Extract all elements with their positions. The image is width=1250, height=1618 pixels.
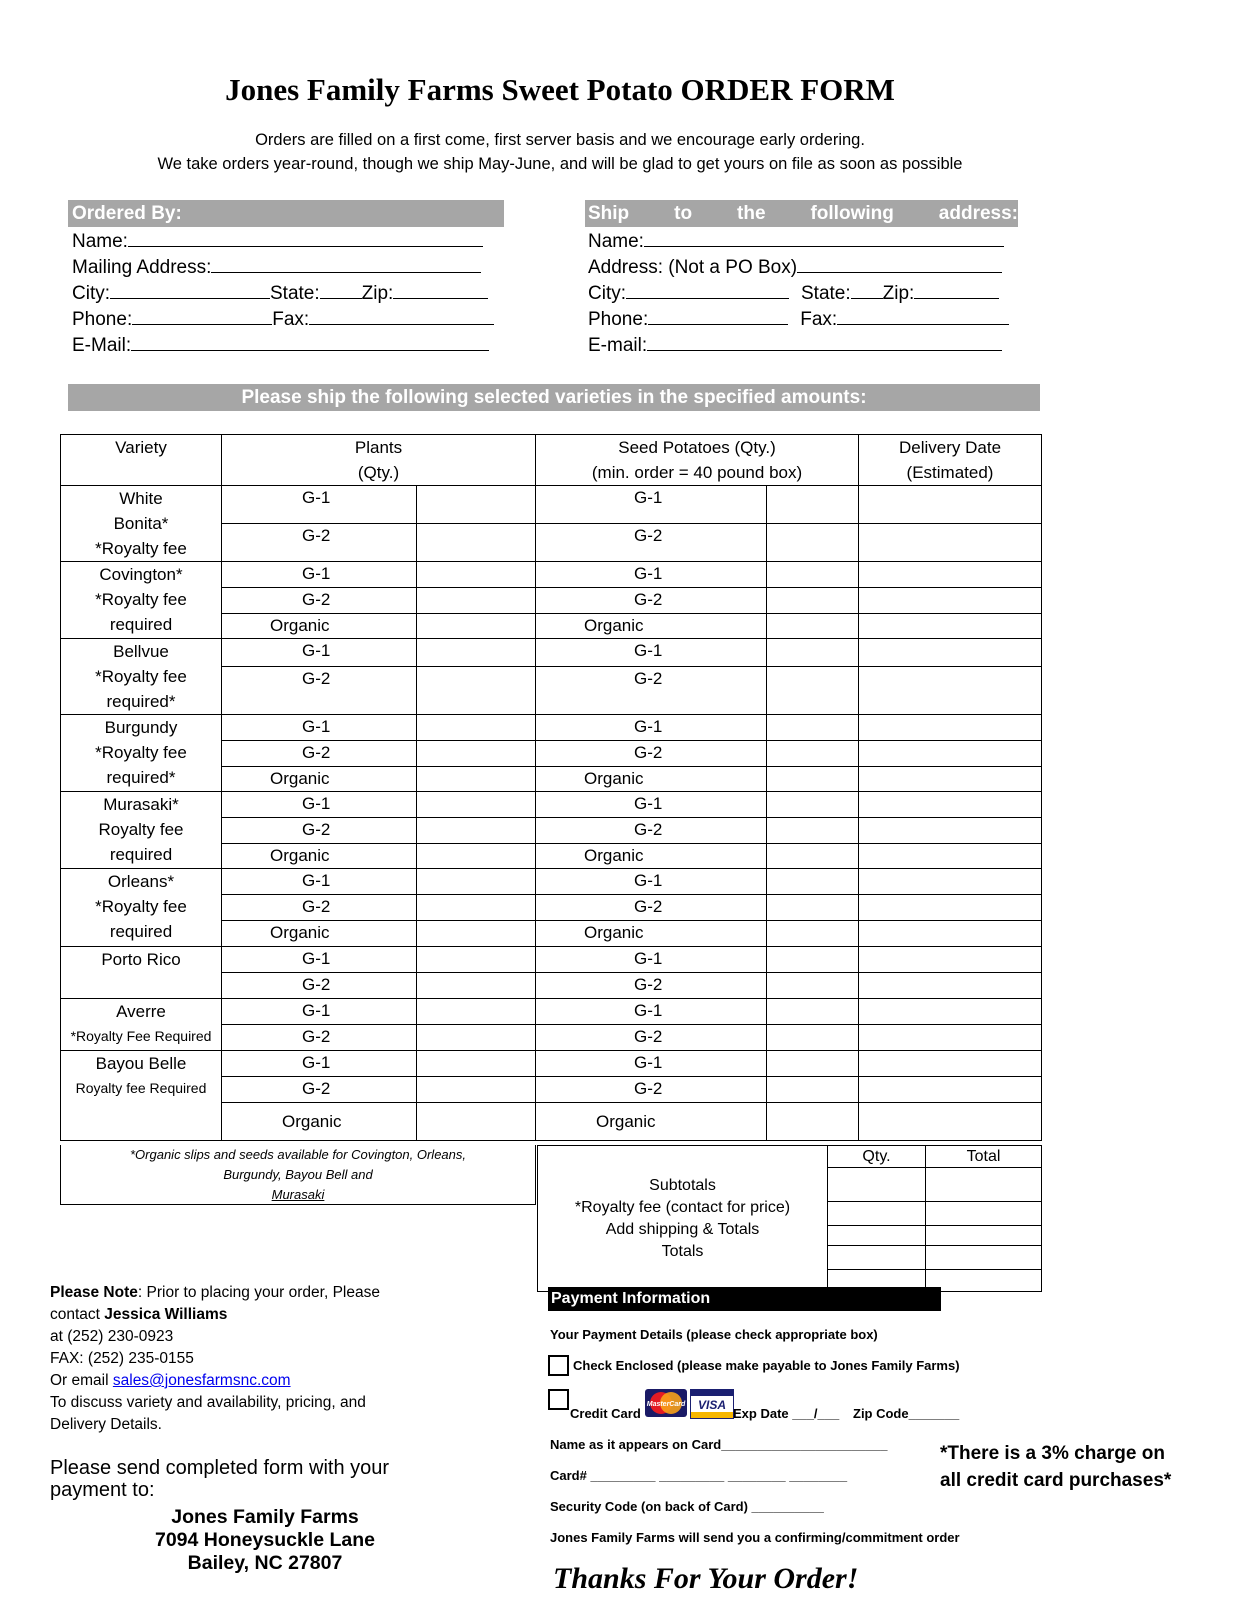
table-row (61, 715, 1042, 741)
plants-grade-label: G-1 (222, 715, 417, 741)
variety-line: Averre (116, 1002, 166, 1021)
delivery-date-cell[interactable] (859, 741, 1042, 767)
plants-grade-label: G-1 (222, 486, 417, 524)
ship-zip-label: Zip: (882, 283, 915, 304)
variety-cell-bellvue (61, 639, 222, 715)
plants-grade-label: G-2 (222, 667, 417, 715)
plants-grade-label: G-2 (222, 588, 417, 614)
plants-qty-cell[interactable] (417, 792, 536, 818)
plants-grade-label: Organic (222, 767, 417, 792)
surcharge-note: *There is a 3% charge on all credit card purchases* (940, 1443, 1172, 1491)
variety-cell-burgundy (61, 715, 222, 792)
seed-qty-cell[interactable] (767, 1077, 859, 1103)
delivery-date-cell[interactable] (859, 1103, 1042, 1141)
variety-line: Covington* (99, 565, 183, 584)
plants-qty-cell[interactable] (417, 973, 536, 999)
variety-line: *Royalty fee (95, 590, 187, 609)
variety-line: required (109, 922, 173, 941)
discuss-line-1: To discuss variety and availability, pricing, and (50, 1394, 366, 1411)
variety-line: *Royalty Fee Required (70, 1028, 212, 1044)
delivery-date-cell[interactable] (859, 667, 1042, 715)
shipping-qty-cell[interactable] (828, 1226, 926, 1246)
seed-qty-cell[interactable] (767, 767, 859, 792)
seed-qty-cell[interactable] (767, 973, 859, 999)
seed-qty-cell[interactable] (767, 562, 859, 588)
seed-qty-cell[interactable] (767, 792, 859, 818)
plants-qty-cell[interactable] (417, 715, 536, 741)
ship-state-label: State: (801, 283, 851, 304)
table-row (61, 486, 1042, 524)
variety-line: Bonita* (113, 514, 169, 533)
note-label: Please Note (50, 1284, 138, 1301)
seed-qty-cell[interactable] (767, 869, 859, 895)
organic-footnote-box (60, 1145, 536, 1205)
seed-grade-label: G-1 (536, 715, 767, 741)
email-field[interactable] (131, 332, 489, 351)
totals-label: Totals (661, 1242, 704, 1260)
plants-grade-label: G-2 (222, 1077, 417, 1103)
variety-cell-covington (61, 562, 222, 639)
fax-label: Fax: (272, 309, 310, 330)
seed-qty-cell[interactable] (767, 667, 859, 715)
table-row (61, 792, 1042, 818)
totals-table (537, 1145, 1042, 1292)
subtotal-total-cell[interactable] (926, 1168, 1042, 1202)
variety-cell-orleans (61, 869, 222, 947)
seed-qty-cell[interactable] (767, 639, 859, 667)
shipping-total-cell[interactable] (926, 1226, 1042, 1246)
check-enclosed-label: Check Enclosed (please make payable to Jones Family Farms) (573, 1358, 960, 1373)
table-row (61, 947, 1042, 973)
name-field[interactable] (128, 228, 483, 247)
form-title: Jones Family Farms Sweet Potato ORDER FORM (225, 72, 895, 107)
seed-grade-label: G-1 (536, 869, 767, 895)
delivery-date-cell[interactable] (859, 1025, 1042, 1051)
ship-zip-field[interactable] (914, 280, 999, 299)
phone-field[interactable] (132, 306, 272, 325)
seed-grade-label: Organic (536, 1103, 767, 1141)
delivery-date-cell[interactable] (859, 524, 1042, 562)
seed-qty-cell[interactable] (767, 1025, 859, 1051)
ordered-by-header: Ordered By: (68, 200, 504, 227)
zip-field[interactable] (393, 280, 488, 299)
table-row (61, 639, 1042, 667)
delivery-date-cell[interactable] (859, 1077, 1042, 1103)
seed-grade-label: G-1 (536, 947, 767, 973)
to-word: to (674, 203, 693, 224)
variety-line: required* (106, 692, 176, 711)
order-table (60, 434, 1042, 1141)
plants-qty-cell[interactable] (417, 588, 536, 614)
plants-qty-cell[interactable] (417, 1025, 536, 1051)
variety-line: Royalty fee Required (75, 1080, 207, 1096)
variety-line: Porto Rico (101, 950, 181, 969)
seed-qty-cell[interactable] (767, 895, 859, 921)
plants-qty-cell[interactable] (417, 947, 536, 973)
ship-fax-label: Fax: (800, 309, 838, 330)
seed-grade-label: G-1 (536, 999, 767, 1025)
following-word: following (810, 203, 894, 224)
contact-phone: at (252) 230-0923 (50, 1328, 174, 1345)
credit-card-checkbox[interactable] (548, 1389, 569, 1410)
seed-grade-label: G-2 (536, 741, 767, 767)
state-label: State: (270, 283, 320, 304)
delivery-date-cell[interactable] (859, 947, 1042, 973)
table-row (61, 1051, 1042, 1077)
delivery-date-cell[interactable] (859, 895, 1042, 921)
totals-labels (538, 1146, 828, 1292)
header-plants: Plants (Qty.) (222, 435, 536, 486)
royalty-qty-cell[interactable] (828, 1202, 926, 1226)
grand-total-cell[interactable] (926, 1270, 1042, 1292)
zip-code-label: Zip Code_______ (853, 1406, 960, 1421)
plants-qty-cell[interactable] (417, 921, 536, 947)
qty-header: Qty. (828, 1146, 926, 1168)
seed-grade-label: Organic (536, 844, 767, 869)
variety-line: required (109, 615, 173, 634)
svg-text:VISA: VISA (697, 1398, 727, 1412)
plants-qty-cell[interactable] (417, 818, 536, 844)
plants-qty-cell[interactable] (417, 614, 536, 639)
plants-qty-cell[interactable] (417, 486, 536, 524)
total-header: Total (926, 1146, 1042, 1168)
address-word: address: (938, 203, 1018, 224)
subtotal-qty-cell[interactable] (828, 1168, 926, 1202)
note-text: : Prior to placing your order, Please (137, 1284, 380, 1301)
delivery-date-cell[interactable] (859, 869, 1042, 895)
variety-cell-porto-rico (61, 947, 222, 999)
seed-grade-label: G-1 (536, 1051, 767, 1077)
ship-name-label: Name: (588, 231, 644, 252)
farm-street: 7094 Honeysuckle Lane (154, 1529, 376, 1551)
plants-grade-label: Organic (222, 844, 417, 869)
plants-grade-label: Organic (222, 1103, 417, 1141)
ship-to-section (588, 228, 1009, 358)
royalty-label: *Royalty fee (contact for price) (574, 1198, 791, 1216)
contact-fax: FAX: (252) 235-0155 (50, 1350, 194, 1367)
variety-cell-bayou-belle (61, 1051, 222, 1141)
check-enclosed-checkbox[interactable] (548, 1355, 569, 1376)
mailing-label: Mailing Address: (72, 257, 212, 278)
header-seed-potatoes: Seed Potatoes (Qty.) (min. order = 40 pound box) (536, 435, 859, 486)
check-option (548, 1355, 960, 1376)
variety-line: Bellvue (113, 642, 169, 661)
variety-cell-averre (61, 999, 222, 1051)
subtotals-label: Subtotals (649, 1176, 716, 1194)
seed-grade-label: G-1 (536, 486, 767, 524)
plants-grade-label: G-1 (222, 639, 417, 667)
delivery-date-cell[interactable] (859, 818, 1042, 844)
sales-email-link[interactable]: sales@jonesfarmsnc.com (112, 1372, 291, 1389)
plants-qty-cell[interactable] (417, 999, 536, 1025)
ship-city-field[interactable] (626, 280, 789, 299)
email-prefix: Or email (50, 1372, 113, 1389)
note-contact: contact (50, 1306, 105, 1323)
plants-grade-label: G-2 (222, 818, 417, 844)
ship-to-header (585, 200, 1018, 227)
plants-qty-cell[interactable] (417, 844, 536, 869)
variety-line: Orleans* (107, 872, 175, 891)
seed-grade-label: G-1 (536, 562, 767, 588)
seed-grade-label: Organic (536, 921, 767, 947)
variety-cell-white-bonita (61, 486, 222, 562)
security-code: Security Code (on back of Card) __________ (550, 1499, 824, 1514)
city-label: City: (72, 283, 110, 304)
variety-line: *Royalty fee (95, 667, 187, 686)
header-variety: Variety (61, 435, 222, 486)
ship-city-label: City: (588, 283, 626, 304)
variety-line: *Royalty fee (95, 897, 187, 916)
ship-phone-field[interactable] (648, 306, 788, 325)
delivery-date-cell[interactable] (859, 1051, 1042, 1077)
plants-qty-cell[interactable] (417, 639, 536, 667)
email-label: E-Mail: (72, 335, 132, 356)
ship-name-field[interactable] (644, 228, 1004, 247)
totals-total-cell[interactable] (926, 1246, 1042, 1270)
variety-cell-murasaki (61, 792, 222, 869)
contact-person: Jessica Williams (104, 1306, 228, 1323)
varieties-header: Please ship the following selected varieties in the specified amounts: (68, 384, 1040, 411)
delivery-date-cell[interactable] (859, 973, 1042, 999)
seed-grade-label: G-2 (536, 588, 767, 614)
variety-line: Murasaki* (103, 795, 179, 814)
farm-city: Bailey, NC 27807 (187, 1552, 343, 1574)
plants-grade-label: G-2 (222, 895, 417, 921)
thanks-message: Thanks For Your Order! (553, 1562, 859, 1595)
plants-grade-label: G-1 (222, 792, 417, 818)
plants-qty-cell[interactable] (417, 767, 536, 792)
seed-qty-cell[interactable] (767, 818, 859, 844)
plants-grade-label: G-1 (222, 869, 417, 895)
visa-logo (690, 1389, 734, 1419)
seed-grade-label: Organic (536, 614, 767, 639)
seed-qty-cell[interactable] (767, 921, 859, 947)
ship-fax-field[interactable] (837, 306, 1009, 325)
plants-qty-cell[interactable] (417, 869, 536, 895)
plants-qty-cell[interactable] (417, 667, 536, 715)
seed-grade-label: G-2 (536, 895, 767, 921)
seed-qty-cell[interactable] (767, 947, 859, 973)
seed-qty-cell[interactable] (767, 999, 859, 1025)
card-number: Card# _________ _________ ________ ________ (550, 1468, 848, 1483)
delivery-date-cell[interactable] (859, 767, 1042, 792)
table-row (61, 999, 1042, 1025)
variety-line: required (109, 845, 173, 864)
variety-line: required* (106, 768, 176, 787)
seed-grade-label: G-2 (536, 973, 767, 999)
plants-qty-cell[interactable] (417, 1051, 536, 1077)
intro-line-1: Orders are filled on a first come, first server basis and we encourage early ordering. (255, 131, 865, 149)
table-header-row (61, 435, 1042, 486)
organic-footnote: *Organic slips and seeds available for Covington, Orleans, Burgundy, Bayou Bell and Murasaki (129, 1147, 466, 1202)
plants-grade-label: Organic (222, 614, 417, 639)
name-on-card: Name as it appears on Card_______________________ (550, 1437, 888, 1452)
ordered-by-section (72, 228, 494, 358)
totals-qty-cell[interactable] (828, 1246, 926, 1270)
plants-grade-label: G-1 (222, 947, 417, 973)
header-delivery-date: Delivery Date (Estimated) (859, 435, 1042, 486)
city-field[interactable] (110, 280, 270, 299)
ship-email-label: E-mail: (588, 335, 648, 356)
variety-line: Bayou Belle (95, 1054, 187, 1073)
table-row (61, 869, 1042, 895)
seed-grade-label: G-2 (536, 1025, 767, 1051)
delivery-date-cell[interactable] (859, 562, 1042, 588)
delivery-date-cell[interactable] (859, 588, 1042, 614)
seed-qty-cell[interactable] (767, 614, 859, 639)
seed-grade-label: Organic (536, 767, 767, 792)
ship-email-field[interactable] (647, 332, 1002, 351)
credit-card-label: Credit Card (570, 1406, 641, 1421)
farm-name: Jones Family Farms (171, 1506, 359, 1528)
variety-line: *Royalty fee (95, 743, 187, 762)
seed-grade-label: G-2 (536, 1077, 767, 1103)
delivery-date-cell[interactable] (859, 486, 1042, 524)
plants-grade-label: G-2 (222, 524, 417, 562)
fax-field[interactable] (309, 306, 494, 325)
seed-qty-cell[interactable] (767, 1103, 859, 1141)
seed-qty-cell[interactable] (767, 1051, 859, 1077)
seed-grade-label: G-2 (536, 667, 767, 715)
delivery-date-cell[interactable] (859, 715, 1042, 741)
exp-date-label: Exp Date ___/___ (733, 1406, 840, 1421)
variety-line: Royalty fee (98, 820, 184, 839)
zip-label: Zip: (361, 283, 394, 304)
delivery-date-cell[interactable] (859, 844, 1042, 869)
ship-state-field[interactable] (851, 280, 883, 299)
delivery-date-cell[interactable] (859, 999, 1042, 1025)
plants-qty-cell[interactable] (417, 741, 536, 767)
plants-qty-cell[interactable] (417, 1077, 536, 1103)
delivery-date-cell[interactable] (859, 792, 1042, 818)
the-word: the (737, 203, 766, 224)
seed-grade-label: G-2 (536, 524, 767, 562)
table-row (61, 562, 1042, 588)
plants-grade-label: G-1 (222, 999, 417, 1025)
seed-qty-cell[interactable] (767, 715, 859, 741)
variety-line: Burgundy (104, 718, 178, 737)
ship-address-label: Address: (Not a PO Box) (588, 257, 798, 278)
ship-address-field[interactable] (797, 254, 1002, 273)
plants-grade-label: G-1 (222, 562, 417, 588)
plants-grade-label: G-1 (222, 1051, 417, 1077)
shipping-label: Add shipping & Totals (605, 1220, 760, 1238)
name-label: Name: (72, 231, 128, 252)
payment-details: Your Payment Details (please check appropriate box) (550, 1327, 878, 1342)
delivery-date-cell[interactable] (859, 639, 1042, 667)
seed-qty-cell[interactable] (767, 844, 859, 869)
plants-grade-label: G-2 (222, 1025, 417, 1051)
delivery-date-cell[interactable] (859, 614, 1042, 639)
seed-grade-label: G-2 (536, 818, 767, 844)
phone-label: Phone: (72, 309, 133, 330)
plants-grade-label: Organic (222, 921, 417, 947)
delivery-date-cell[interactable] (859, 921, 1042, 947)
svg-text:MasterCard: MasterCard (646, 1401, 686, 1408)
payment-header: Payment Information (548, 1287, 941, 1311)
seed-qty-cell[interactable] (767, 588, 859, 614)
plants-qty-cell[interactable] (417, 562, 536, 588)
ship-word: Ship (588, 203, 630, 224)
plants-qty-cell[interactable] (417, 895, 536, 921)
confirm-order: Jones Family Farms will send you a confirming/commitment order (550, 1530, 960, 1545)
plants-qty-cell[interactable] (417, 1103, 536, 1141)
mailing-field[interactable] (211, 254, 481, 273)
mailing-address (140, 1506, 390, 1575)
ship-phone-label: Phone: (588, 309, 649, 330)
plants-grade-label: G-2 (222, 973, 417, 999)
seed-qty-cell[interactable] (767, 524, 859, 562)
please-note (50, 1282, 450, 1436)
intro-line-2: We take orders year-round, though we ship May-June, and will be glad to get yours on file as soon as possible (157, 155, 963, 173)
state-field[interactable] (320, 280, 362, 299)
royalty-total-cell[interactable] (926, 1202, 1042, 1226)
seed-grade-label: G-1 (536, 792, 767, 818)
seed-grade-label: G-1 (536, 639, 767, 667)
discuss-line-2: Delivery Details. (50, 1416, 162, 1433)
variety-line: *Royalty fee (95, 539, 187, 558)
send-to-label: Please send completed form with your payment to: (50, 1457, 390, 1501)
variety-line: White (119, 489, 163, 508)
plants-qty-cell[interactable] (417, 524, 536, 562)
seed-qty-cell[interactable] (767, 486, 859, 524)
mastercard-logo (645, 1389, 687, 1417)
plants-grade-label: G-2 (222, 741, 417, 767)
seed-qty-cell[interactable] (767, 741, 859, 767)
